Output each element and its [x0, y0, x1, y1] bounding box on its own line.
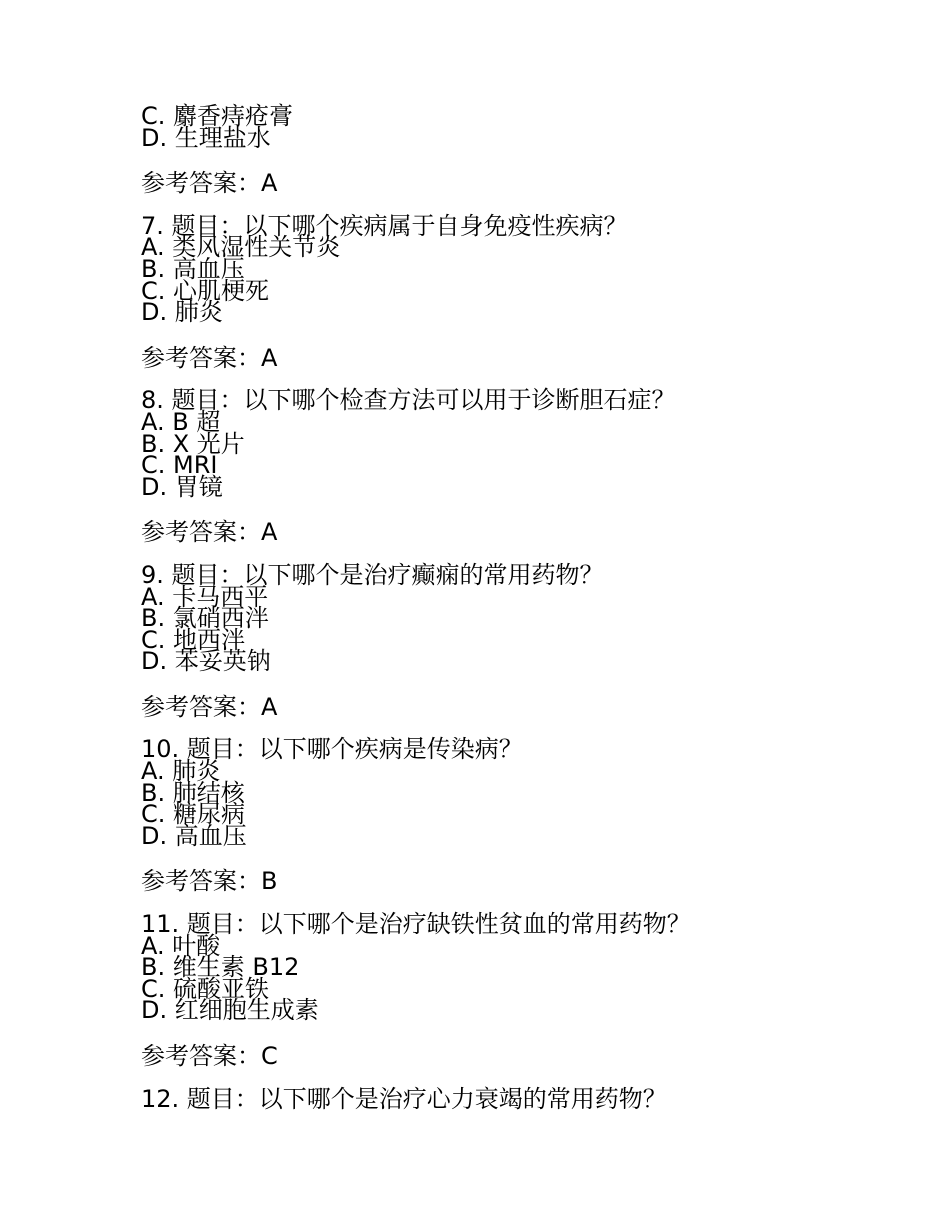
question-partial	[141, 102, 841, 198]
option-a: A. B 超	[141, 407, 221, 436]
reference-answer: 参考答案：A	[141, 518, 278, 547]
question-title: 10. 题目：以下哪个疾病是传染病？	[141, 735, 523, 764]
option-c: C. 麝香痔疮膏	[141, 102, 294, 130]
reference-answer: 参考答案：A	[141, 692, 278, 721]
question-7	[141, 211, 841, 372]
reference-answer: 参考答案：B	[141, 867, 278, 896]
option-d: D. 胃镜	[141, 472, 223, 501]
option-d: D. 生理盐水	[141, 123, 271, 152]
option-c: C. MRI	[141, 451, 218, 480]
option-d: D. 肺炎	[141, 298, 223, 327]
option-d: D. 苯妥英钠	[141, 647, 271, 676]
question-11	[141, 910, 841, 1070]
question-8	[141, 386, 841, 547]
option-a: A. 卡马西平	[141, 582, 269, 611]
option-a: A. 肺炎	[141, 757, 221, 786]
option-c: C. 糖尿病	[141, 800, 246, 829]
question-title: 8. 题目：以下哪个检查方法可以用于诊断胆石症？	[141, 386, 676, 415]
reference-answer: 参考答案：A	[141, 343, 278, 372]
option-c: C. 地西泮	[141, 625, 246, 654]
question-9	[141, 560, 841, 721]
option-d: D. 红细胞生成素	[141, 996, 319, 1025]
reference-answer: 参考答案：C	[141, 1042, 278, 1070]
question-12	[141, 1084, 841, 1113]
document-content	[141, 102, 841, 1113]
option-c: C. 心肌梗死	[141, 276, 270, 305]
question-10	[141, 735, 841, 896]
question-title: 11. 题目：以下哪个是治疗缺铁性贫血的常用药物？	[141, 910, 691, 939]
option-b: B. 维生素 B12	[141, 953, 300, 982]
question-title: 7. 题目：以下哪个疾病属于自身免疫性疾病？	[141, 211, 628, 240]
option-b: B. 肺结核	[141, 778, 245, 807]
option-a: A. 叶酸	[141, 931, 221, 960]
option-b: B. X 光片	[141, 429, 245, 458]
option-d: D. 高血压	[141, 821, 247, 850]
question-title: 12. 题目：以下哪个是治疗心力衰竭的常用药物？	[141, 1084, 667, 1113]
option-c: C. 硫酸亚铁	[141, 974, 270, 1003]
question-title: 9. 题目：以下哪个是治疗癫痫的常用药物？	[141, 560, 604, 589]
option-a: A. 类风湿性关节炎	[141, 233, 341, 262]
option-b: B. 高血压	[141, 254, 245, 283]
option-b: B. 氯硝西泮	[141, 604, 269, 633]
reference-answer: 参考答案：A	[141, 169, 278, 198]
